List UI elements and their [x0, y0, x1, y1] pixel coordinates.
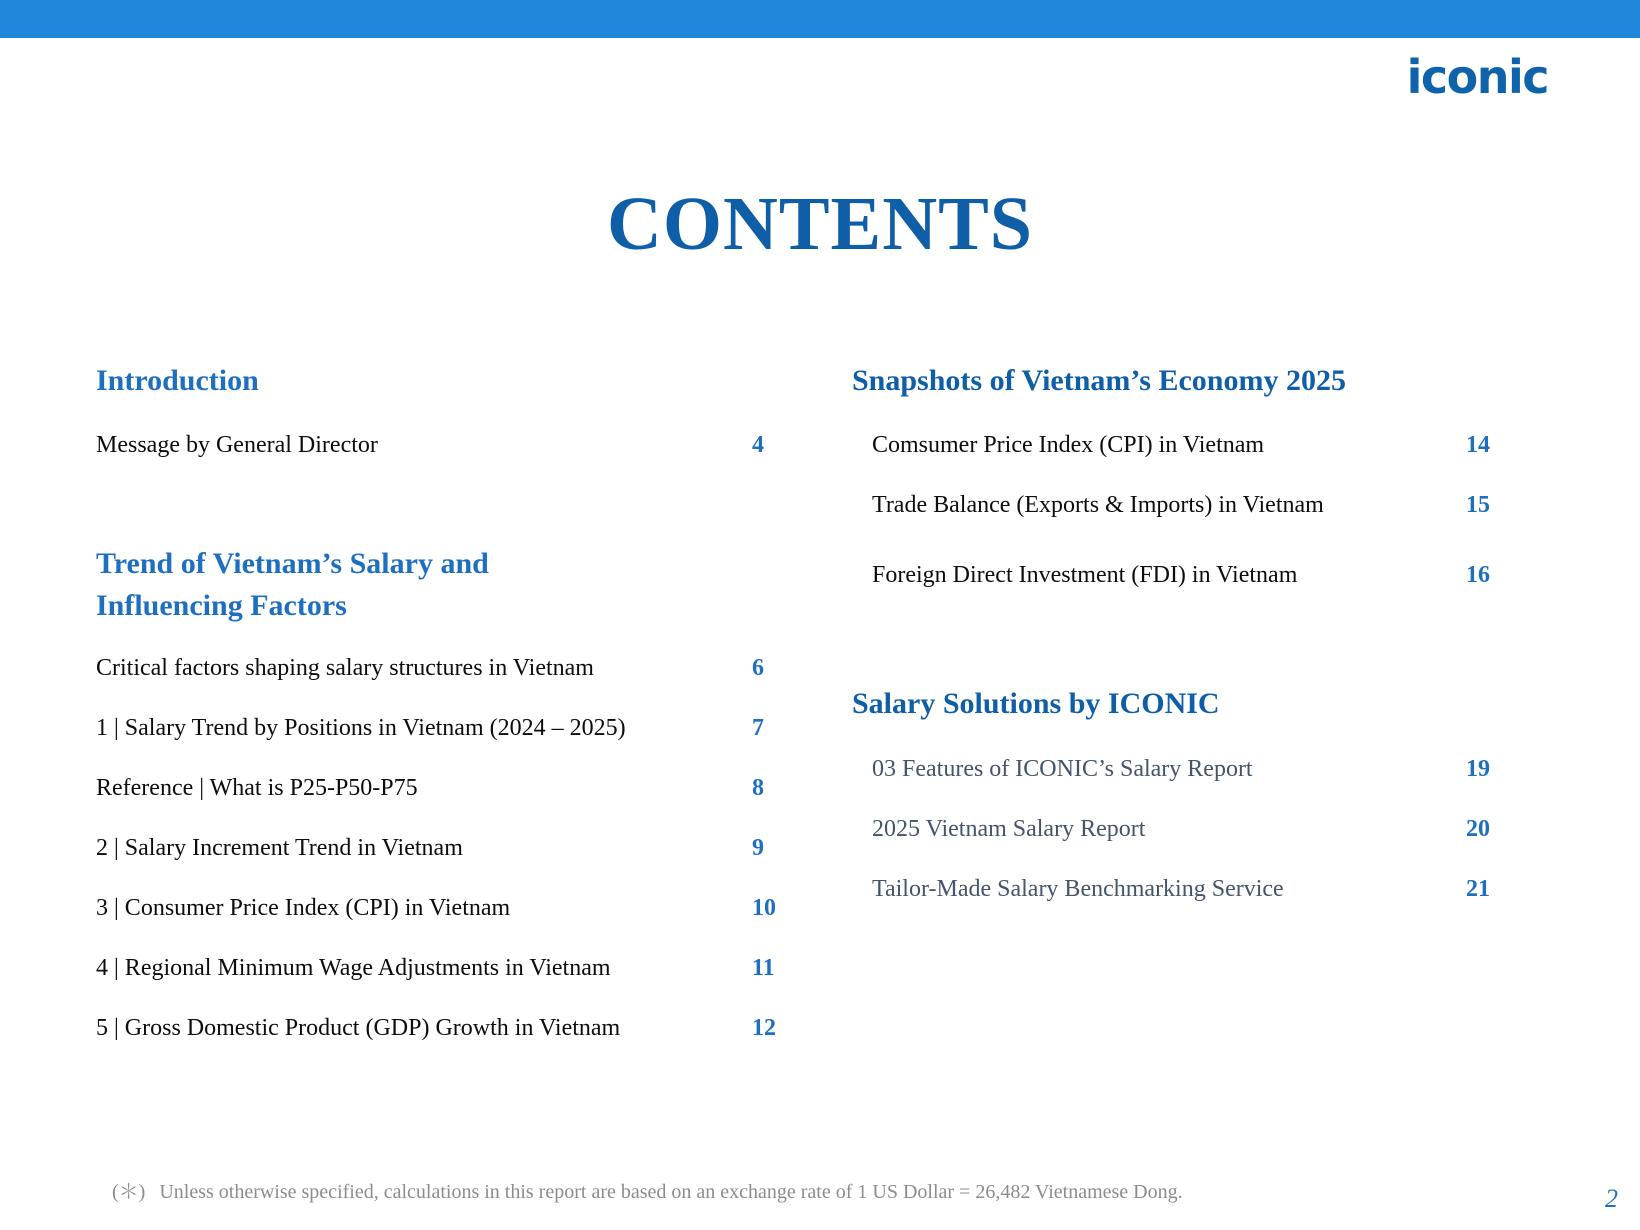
iconic-logo: iconic — [1406, 50, 1548, 104]
toc-entry-page: 10 — [752, 895, 776, 922]
toc-entry-page: 4 — [752, 432, 764, 459]
toc-entry[interactable] — [872, 433, 1500, 457]
toc-entries-salary-solutions — [852, 757, 1500, 901]
toc-entry[interactable] — [872, 757, 1500, 781]
toc-entry-label: 4 | Regional Minimum Wage Adjustments in Vietnam — [96, 955, 611, 982]
toc-entry-label: 5 | Gross Domestic Product (GDP) Growth in Vietnam — [96, 1015, 621, 1042]
toc-entry[interactable] — [96, 776, 786, 800]
toc-entry-label: Comsumer Price Index (CPI) in Vietnam — [872, 432, 1265, 459]
toc-entry-page: 19 — [1466, 755, 1490, 782]
section-heading-salary-solutions: Salary Solutions by ICONIC — [852, 687, 1220, 721]
toc-entry-page: 20 — [1466, 815, 1490, 842]
toc-entry-page: 21 — [1466, 875, 1490, 902]
toc-entry[interactable] — [872, 877, 1500, 901]
toc-entry[interactable] — [872, 817, 1500, 841]
toc-column-right — [852, 352, 1500, 901]
toc-entry[interactable] — [96, 1016, 786, 1040]
toc-entry-label: 1 | Salary Trend by Positions in Vietnam (2024 – 2025) — [96, 715, 626, 742]
page-number: 2 — [1605, 1184, 1618, 1213]
toc-entry-page: 9 — [752, 835, 764, 862]
exchange-rate-footnote — [112, 1180, 1412, 1204]
footnote-marker: (＊) — [112, 1181, 146, 1203]
toc-section-salary-solutions — [852, 683, 1500, 900]
toc-entry-label: Tailor-Made Salary Benchmarking Service — [872, 875, 1284, 902]
toc-entry-label: 2 | Salary Increment Trend in Vietnam — [96, 835, 463, 862]
page-title: CONTENTS — [606, 182, 1034, 266]
top-accent-band — [0, 0, 1640, 38]
toc-entry[interactable] — [96, 716, 786, 740]
toc-entry-label: Message by General Director — [96, 432, 378, 459]
toc-entry-label: Critical factors shaping salary structures in Vietnam — [96, 655, 594, 682]
toc-section-salary-trend — [96, 543, 786, 1040]
toc-section-introduction — [96, 360, 786, 457]
toc-entry[interactable] — [96, 896, 786, 920]
toc-section-economy-snapshots — [852, 360, 1500, 587]
section-heading-introduction: Introduction — [96, 364, 259, 397]
toc-entry-page: 11 — [752, 955, 775, 982]
toc-entry-label: Foreign Direct Investment (FDI) in Vietnam — [872, 562, 1298, 589]
toc-entry[interactable] — [96, 956, 786, 980]
toc-entry-page: 14 — [1466, 432, 1490, 459]
toc-entry[interactable] — [96, 433, 786, 457]
toc-entry-page: 7 — [752, 715, 764, 742]
toc-entry-page: 8 — [752, 775, 764, 802]
section-heading-economy-snapshots: Snapshots of Vietnam’s Economy 2025 — [852, 364, 1346, 397]
toc-entry-label: 03 Features of ICONIC’s Salary Report — [872, 755, 1253, 782]
toc-entry[interactable] — [96, 836, 786, 860]
toc-entry-page: 15 — [1466, 492, 1490, 519]
toc-entry[interactable] — [872, 493, 1500, 517]
toc-entry-page: 6 — [752, 655, 764, 682]
toc-entry-label: 3 | Consumer Price Index (CPI) in Vietnam — [96, 895, 511, 922]
footnote-text: Unless otherwise specified, calculations in this report are based on an exchange rate of 1 US Dollar = 26,482 Vietnamese Dong. — [159, 1181, 1183, 1203]
toc-entry-page: 16 — [1466, 562, 1490, 589]
toc-entry[interactable] — [872, 563, 1500, 587]
toc-entries-salary-trend — [96, 656, 786, 1040]
toc-entries-economy-snapshots — [852, 433, 1500, 587]
toc-column-left — [96, 352, 786, 1040]
section-heading-salary-trend: Trend of Vietnam’s Salary and Influencing Factors — [96, 547, 489, 622]
toc-entry[interactable] — [96, 656, 786, 680]
toc-entry-label: Trade Balance (Exports & Imports) in Vietnam — [872, 492, 1324, 519]
toc-entry-label: Reference | What is P25-P50-P75 — [96, 775, 418, 802]
toc-entry-label: 2025 Vietnam Salary Report — [872, 815, 1146, 842]
toc-entry-page: 12 — [752, 1015, 776, 1042]
toc-entries-introduction — [96, 433, 786, 457]
